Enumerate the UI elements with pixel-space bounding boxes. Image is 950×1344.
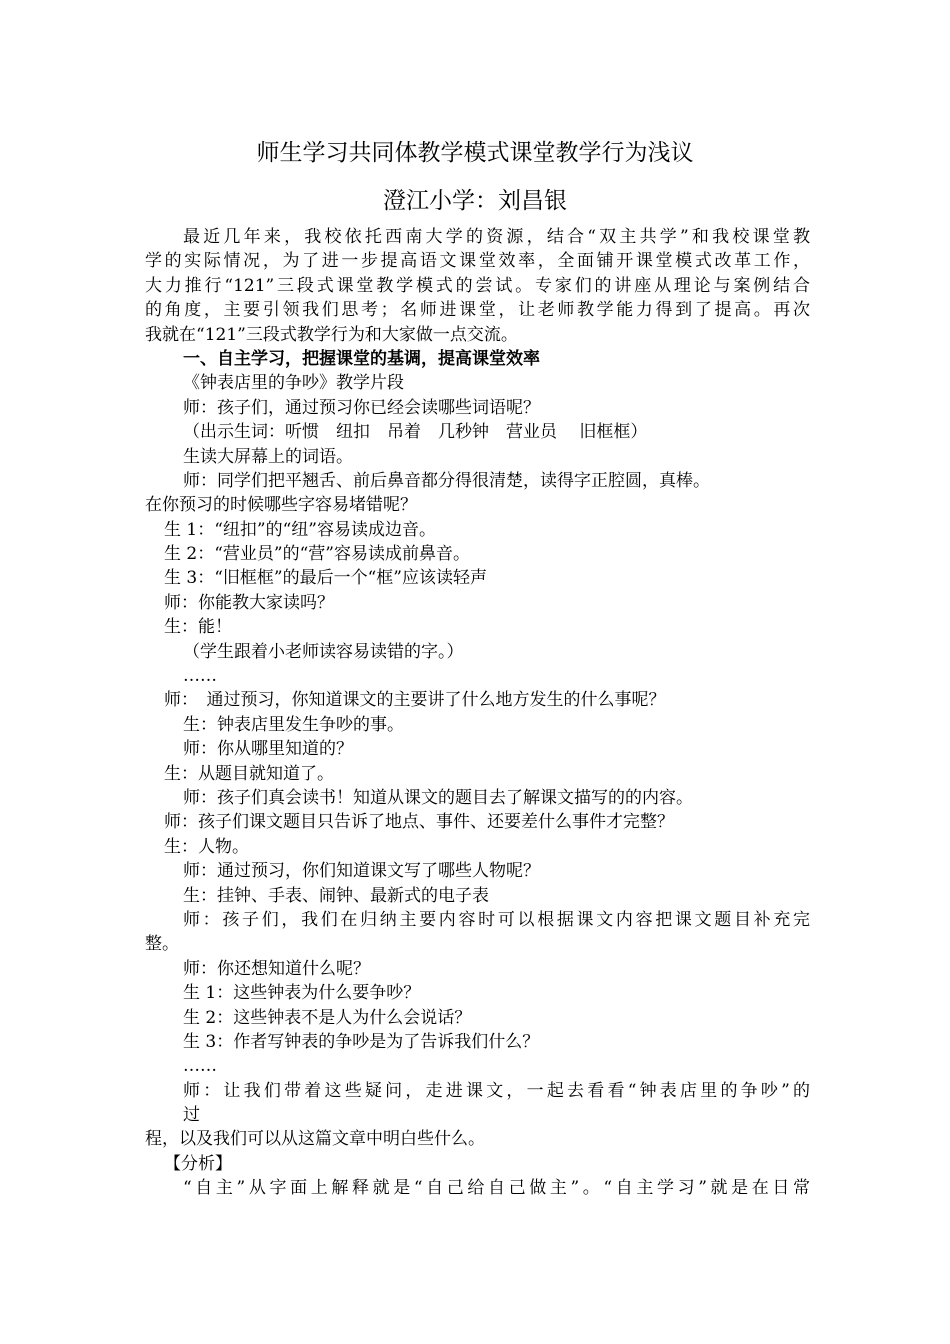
document-body: [145, 225, 810, 1201]
paragraph-line: 生读大屏幕上的词语。: [183, 446, 353, 467]
paragraph-line: 生：人物。: [164, 836, 249, 857]
paragraph-line: 师：孩子们课文题目只告诉了地点、事件、还要差什么事件才完整？: [164, 812, 674, 833]
paragraph-line: 生 2：这些钟表不是人为什么会说话？: [183, 1007, 472, 1028]
paragraph-line: 生 3：“旧框框”的最后一个“框”应该读轻声: [164, 568, 487, 589]
paragraph-line: 师：孩子们，通过预习你已经会读哪些词语呢？: [183, 397, 540, 418]
paragraph-line: （学生跟着小老师读容易读错的字。）: [183, 641, 464, 662]
paragraph-line: 学的实际情况，为了进一步提高语文课堂效率，全面铺开课堂模式改革工作，: [145, 251, 810, 272]
paragraph-line: “自主”从字面上解释就是“自己给自己做主”。“自主学习”就是在日常: [183, 1178, 810, 1199]
paragraph-line: 【分析】: [164, 1153, 232, 1174]
paragraph-line: 师：孩子们真会读书！知道从课文的题目去了解课文描写的的内容。: [183, 787, 693, 808]
document-title: 师生学习共同体教学模式课堂教学行为浅议: [256, 140, 694, 166]
paragraph-line: 的角度，主要引领我们思考；名师进课堂，让老师教学能力得到了提高。再次: [145, 300, 810, 321]
paragraph-line: 大力推行“121”三段式课堂教学模式的尝试。专家们的讲座从理论与案例结合: [145, 275, 810, 296]
author-line: 澄江小学：刘昌银: [383, 188, 567, 214]
paragraph-line: 师：让我们带着这些疑问，走进课文，一起去看看“钟表店里的争吵”的: [183, 1080, 810, 1101]
paragraph-line: 最近几年来，我校依托西南大学的资源，结合“双主共学”和我校课堂教: [183, 227, 810, 247]
paragraph-line: 师：孩子们，我们在归纳主要内容时可以根据课文内容把课文题目补充完: [183, 909, 810, 930]
paragraph-line: 生：挂钟、手表、闹钟、最新式的电子表: [183, 885, 489, 906]
paragraph-line: 师：你还想知道什么呢？: [183, 958, 370, 979]
paragraph-line: 师：通过预习，你们知道课文写了哪些人物呢？: [183, 861, 540, 882]
paragraph-line: 师：同学们把平翘舌、前后鼻音都分得很清楚，读得字正腔圆，真棒。: [183, 470, 710, 491]
paragraph-line: 我就在“121”三段式教学行为和大家做一点交流。: [145, 324, 518, 345]
paragraph-line: 生 1：“纽扣”的“纽”容易读成边音。: [164, 519, 436, 540]
paragraph-line: ……: [183, 1056, 217, 1077]
paragraph-line: 师：你从哪里知道的？: [183, 739, 353, 760]
paragraph-line: 师：你能教大家读吗？: [164, 592, 334, 613]
paragraph-line: 生：能！: [164, 617, 232, 638]
paragraph-line: 整。: [145, 934, 179, 955]
paragraph-line: 《钟表店里的争吵》教学片段: [183, 373, 404, 394]
section-heading: 一、自主学习，把握课堂的基调，提高课堂效率: [183, 348, 540, 369]
paragraph-line: ……: [183, 666, 217, 687]
paragraph-line: 生 2：“营业员”的“营”容易读成前鼻音。: [164, 544, 470, 565]
paragraph-line: 过: [183, 1105, 200, 1126]
paragraph-line: 在你预习的时候哪些字容易堵错呢？: [145, 495, 417, 516]
paragraph-line: 生：钟表店里发生争吵的事。: [183, 714, 404, 735]
paragraph-line: （出示生词：听惯 纽扣 吊着 几秒钟 营业员 旧框框）: [183, 422, 648, 443]
paragraph-line: 程，以及我们可以从这篇文章中明白些什么。: [145, 1129, 485, 1150]
paragraph-line: 师： 通过预习，你知道课文的主要讲了什么地方发生的什么事呢？: [164, 690, 666, 711]
paragraph-line: 生：从题目就知道了。: [164, 763, 334, 784]
paragraph-line: 生 3：作者写钟表的争吵是为了告诉我们什么？: [183, 1031, 540, 1052]
paragraph-line: 生 1：这些钟表为什么要争吵？: [183, 983, 421, 1004]
